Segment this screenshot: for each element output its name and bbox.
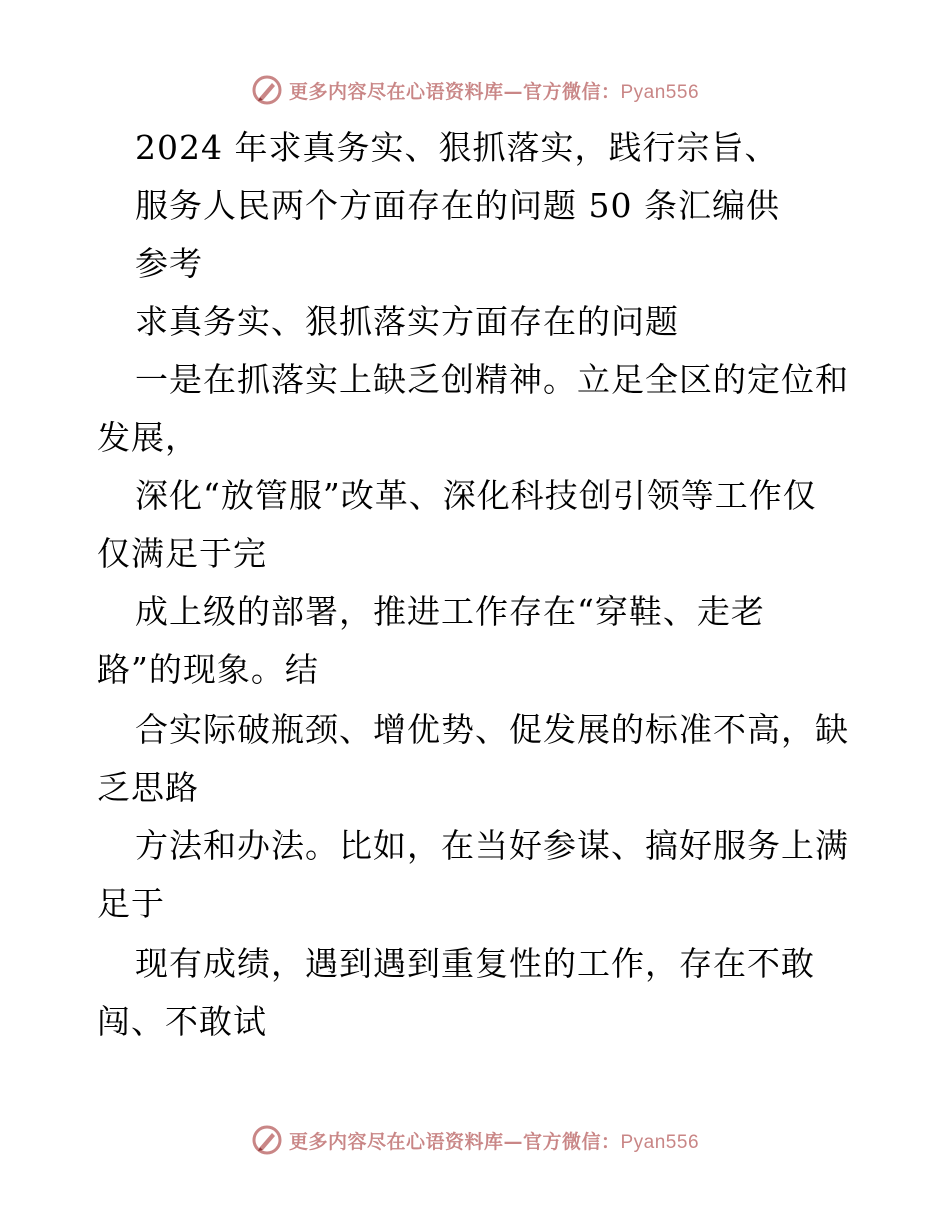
paragraph-line: 仅满足于完	[97, 534, 267, 573]
paragraph-line: 闯、不敢试	[97, 1002, 267, 1041]
pen-logo-icon	[251, 1124, 283, 1156]
paragraph-line: 路”的现象。结	[97, 650, 319, 689]
section-heading: 求真务实、狠抓落实方面存在的问题	[135, 302, 679, 341]
paragraph-line: 合实际破瓶颈、增优势、促发展的标准不高，缺	[135, 710, 849, 749]
title-line-3: 参考	[135, 244, 203, 283]
watermark-text: 更多内容尽在心语资料库—官方微信：Pyan556	[288, 80, 700, 103]
paragraph-line: 深化“放管服”改革、深化科技创引领等工作仅	[135, 476, 817, 515]
footer-watermark	[0, 1120, 950, 1160]
watermark-text: 更多内容尽在心语资料库—官方微信：Pyan556	[288, 1130, 700, 1153]
paragraph-line: 足于	[97, 884, 165, 923]
pen-logo-icon	[251, 74, 283, 106]
paragraph-line: 方法和办法。比如，在当好参谋、搞好服务上满	[135, 826, 849, 865]
header-watermark	[0, 70, 950, 110]
paragraph-line: 发展，	[97, 418, 199, 457]
paragraph-line: 一是在抓落实上缺乏创精神。立足全区的定位和	[135, 360, 849, 399]
paragraph-line: 乏思路	[97, 768, 199, 807]
paragraph-line: 现有成绩，遇到遇到重复性的工作，存在不敢	[135, 944, 815, 983]
title-line-1: 2024 年求真务实、狠抓落实，践行宗旨、	[135, 128, 779, 167]
paragraph-line: 成上级的部署，推进工作存在“穿鞋、走老	[135, 592, 765, 631]
title-line-2: 服务人民两个方面存在的问题 50 条汇编供	[135, 186, 780, 225]
